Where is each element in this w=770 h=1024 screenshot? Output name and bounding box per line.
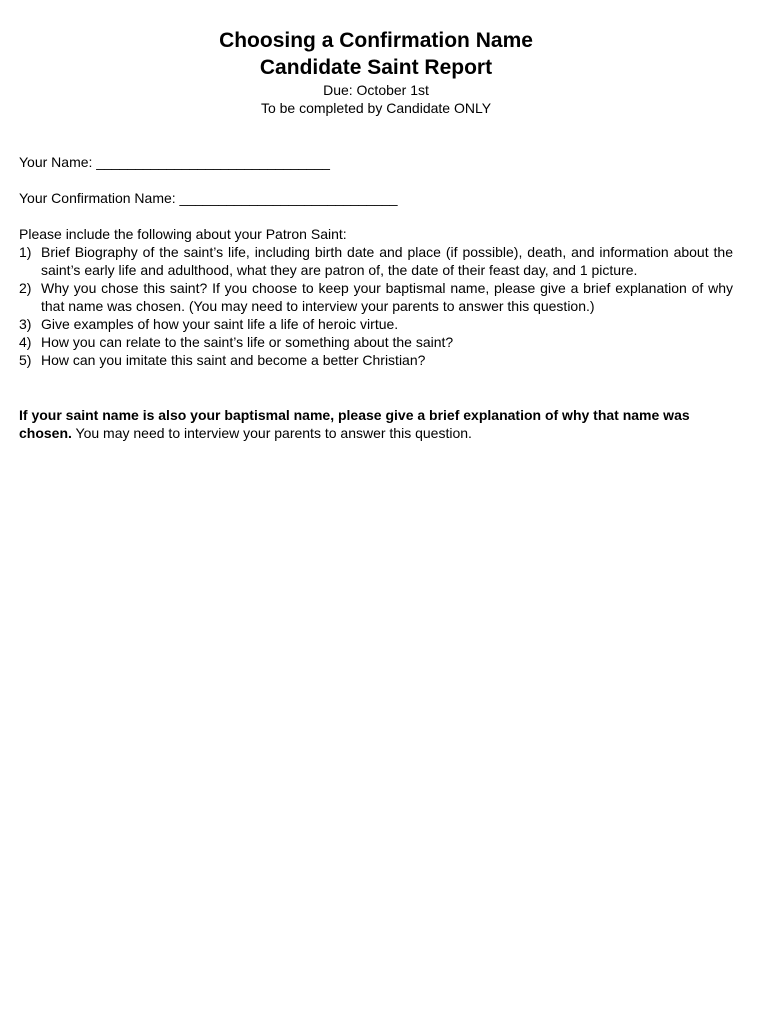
note-bold-text: If your saint name is also your baptismal name, please give a brief explanation of why that name was chosen. [19,407,690,441]
list-item-text: How you can relate to the saint’s life or something about the saint? [41,334,454,350]
due-date: Due: October 1st [323,82,429,98]
list-item-text: Brief Biography of the saint’s life, including birth date and place (if possible), death, and information about the saint’s early life and adulthood, what they are patron of, the date of their feast day, and 1 picture. [41,244,733,278]
requirements-intro: Please include the following about your Patron Saint: [19,226,347,242]
your-name-field: Your Name: ______________________________ [19,154,330,170]
baptismal-name-note [19,406,733,442]
list-item [19,279,733,315]
title-line-2: Candidate Saint Report [259,56,493,79]
list-item [19,315,733,333]
list-item-number: 5) [19,352,32,368]
list-item-text: Why you chose this saint? If you choose to keep your baptismal name, please give a brief explanation of why that name was chosen. (You may need to interview your parents to answer this question.) [41,280,733,314]
note-regular-text: You may need to interview your parents to answer this question. [71,425,472,441]
list-item-text: Give examples of how your saint life a life of heroic virtue. [41,316,399,332]
title-line-1: Choosing a Confirmation Name [219,29,533,52]
list-item [19,243,733,279]
list-item [19,351,733,369]
document-header [0,27,752,117]
requirements-list [19,243,733,369]
confirmation-name-field: Your Confirmation Name: ____________________________ [19,190,398,206]
list-item-number: 4) [19,334,32,350]
list-item-number: 3) [19,316,32,332]
completion-instruction: To be completed by Candidate ONLY [260,100,492,116]
list-item-text: How can you imitate this saint and become a better Christian? [41,352,426,368]
list-item-number: 2) [19,280,32,296]
list-item-number: 1) [19,244,32,260]
list-item [19,333,733,351]
